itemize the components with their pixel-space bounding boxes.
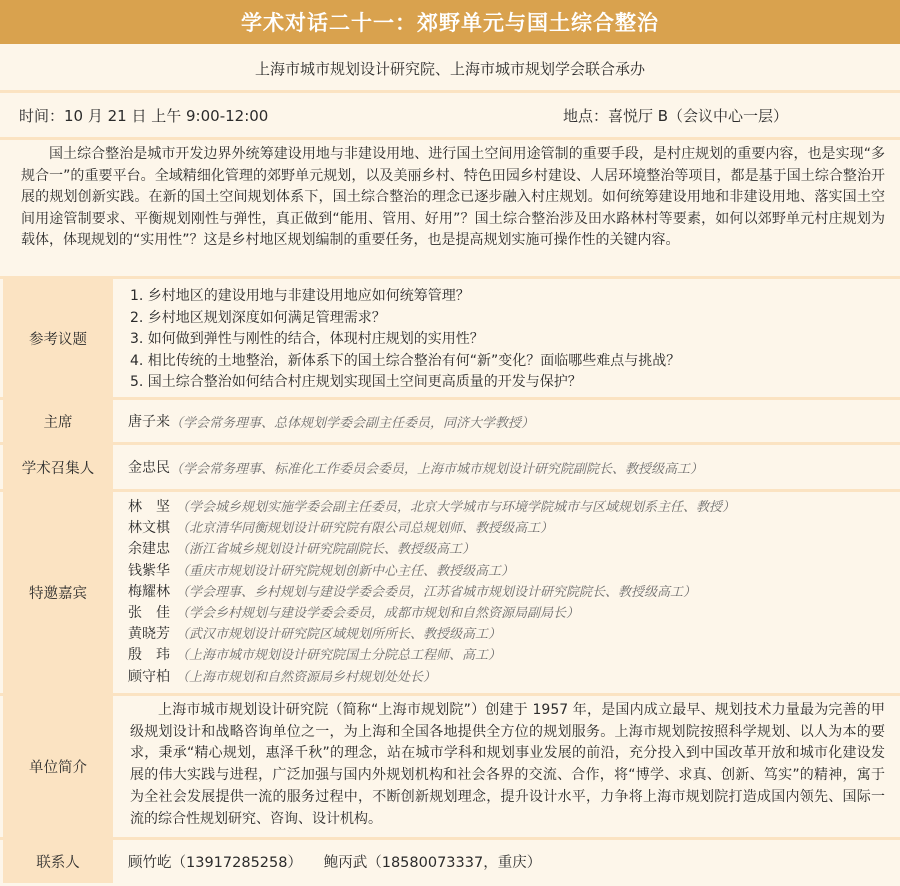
guest-affiliation: （学会城乡规划实施学委会副主任委员，北京大学城市与环境学院城市与区域规划系主任、教授） xyxy=(176,500,736,515)
topic-item: 4. 相比传统的土地整治，新体系下的国土综合整治有何“新”变化？面临哪些难点与挑战？ xyxy=(130,352,681,369)
page-title: 学术对话二十一：郊野单元与国土综合整治 xyxy=(0,0,900,44)
chair-row xyxy=(116,400,897,442)
guest-item xyxy=(128,539,897,560)
organizer-text: 上海市城市规划设计研究院、上海市城市规划学会联合承办 xyxy=(254,60,645,78)
chair-name: 唐子来 xyxy=(128,414,170,430)
convener-label: 学术召集人 xyxy=(3,445,113,489)
guest-item xyxy=(128,582,897,603)
guest-item xyxy=(128,624,897,645)
guest-affiliation: （学会乡村规划与建设学委会委员，成都市规划和自然资源局副局长） xyxy=(176,605,580,621)
guest-affiliation: （上海市城市规划设计研究院国土分院总工程师、高工） xyxy=(176,648,502,664)
topic-item: 5. 国土综合整治如何结合村庄规划实现国土空间更高质量的开发与保护？ xyxy=(130,374,582,390)
guest-name: 林文棋 xyxy=(128,520,170,537)
guest-name: 林 坚 xyxy=(128,499,170,515)
topics-label: 参考议题 xyxy=(3,279,113,397)
chair-affiliation: （学会常务理事、总体规划学委会副主任委员，同济大学教授） xyxy=(170,415,535,431)
guest-name: 黄晓芳 xyxy=(128,626,170,643)
guest-item xyxy=(128,497,897,518)
intro-paragraph: 国土综合整治是城市开发边界外统筹建设用地与非建设用地、进行国土空间用途管制的重要手段，是村庄规划的重要内容，也是实现“多规合一”的重要平台。全域精细化管理的郊野单元规划，以及美丽乡村、特色田园乡村建设、人居环境整治等项目，都是基于国土综合整治开展的规划创新实践。在新的国土空间规划体系下，国土综合整治的理念已逐步融入村庄规划。如何统筹建设用地和非建设用地、落实国土空间用途管制要求、平衡规划刚性与弹性，真正做到“能用、管用、好用”？国土综合整治涉及田水路林村等要素，如何以郊野单元村庄规划为载体，体现规划的“实用性”？这是乡村地区规划编制的重要任务，也是提高规划实施可操作性的关键内容。 xyxy=(3,140,897,276)
unit-label: 单位简介 xyxy=(3,696,113,837)
unit-paragraph: 上海市城市规划设计研究院（简称“上海市规划院”）创建于 1957 年，是国内成立最早、规划技术力量最为完善的甲级规划设计和战略咨询单位之一，为上海和全国各地提供全方位的规划服务。上海市规划院按照科学规划、以人为本的要求，秉承“精心规划，惠泽千秋”的理念，站在城市学科和规划事业发展的前沿，充分投入到中国改革开放和城市化建设发展的伟大实践与进程，广泛加强与国内外规划机构和社会各界的交流、合作，将“博学、求真、创新、笃实”的精神，寓于为全社会发展提供一流的服务过程中，不断创新规划理念，提升设计水平，力争将上海市规划院打造成国内领先、国际一流的综合性规划研究、咨询、设计机构。 xyxy=(116,696,897,837)
guest-name: 梅耀林 xyxy=(128,583,170,600)
convener-name: 金忠民 xyxy=(128,460,170,476)
guest-item xyxy=(128,561,897,582)
guest-item xyxy=(128,667,897,688)
guest-item xyxy=(128,518,897,539)
event-location: 地点：喜悦厅 B（会议中心一层） xyxy=(563,106,789,125)
guest-affiliation: （学会理事、乡村规划与建设学委会委员，江苏省城市规划设计研究院院长、教授级高工） xyxy=(176,584,697,600)
guests-label: 特邀嘉宾 xyxy=(3,492,113,693)
topic-item: 2. 乡村地区规划深度如何满足管理需求？ xyxy=(130,309,386,326)
contact-text: 顾竹屹（13917285258） 鲍丙武（18580073337，重庆） xyxy=(128,855,542,871)
guest-name: 钱紫华 xyxy=(128,562,170,579)
location-cell xyxy=(450,93,897,137)
chair-label: 主席 xyxy=(3,400,113,442)
guest-affiliation: （上海市规划和自然资源局乡村规划处处长） xyxy=(176,669,437,685)
guest-affiliation: （重庆市规划设计研究院规划创新中心主任、教授级高工） xyxy=(176,563,515,579)
guest-affiliation: （浙江省城乡规划设计研究院副院长、教授级高工） xyxy=(176,542,476,558)
topics-list xyxy=(116,279,897,397)
organizer-row xyxy=(3,47,897,90)
guest-item xyxy=(128,645,897,666)
guests-list xyxy=(116,492,897,693)
guest-name: 殷 玮 xyxy=(128,647,170,664)
guest-name: 张 佳 xyxy=(128,604,170,621)
time-cell xyxy=(3,93,447,137)
event-time: 时间：10 月 21 日 上午 9:00-12:00 xyxy=(19,106,269,125)
topic-item: 3. 如何做到弹性与刚性的结合，体现村庄规划的实用性？ xyxy=(130,331,484,347)
guest-name: 余建忠 xyxy=(128,541,170,558)
guest-affiliation: （北京清华同衡规划设计研究院有限公司总规划师、教授级高工） xyxy=(176,521,554,537)
topic-item: 1. 乡村地区的建设用地与非建设用地应如何统筹管理？ xyxy=(130,288,470,304)
convener-row xyxy=(116,445,897,489)
contact-row xyxy=(116,840,897,883)
guest-name: 顾守柏 xyxy=(128,668,170,685)
convener-affiliation: （学会常务理事、标准化工作委员会委员，上海市城市规划设计研究院副院长、教授级高工） xyxy=(170,461,704,477)
guest-item xyxy=(128,603,897,624)
guest-affiliation: （武汉市规划设计研究院区域规划所所长、教授级高工） xyxy=(176,627,502,643)
contact-label: 联系人 xyxy=(3,840,113,883)
